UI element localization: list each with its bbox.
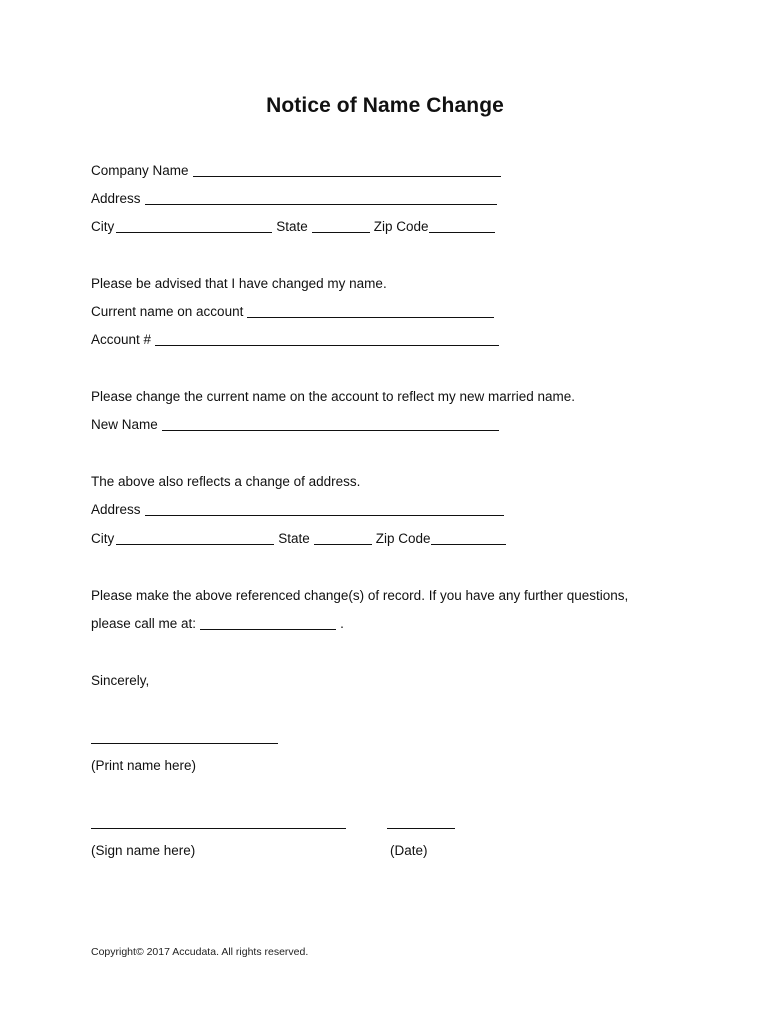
new-state-field[interactable] — [314, 530, 372, 545]
new-city-label: City — [91, 531, 115, 546]
company-state-field[interactable] — [312, 218, 370, 233]
company-city-field[interactable] — [116, 218, 272, 233]
account-number-label: Account # — [91, 332, 152, 347]
account-number-row — [91, 329, 499, 349]
date-line[interactable] — [387, 828, 455, 829]
company-address-field[interactable] — [145, 190, 497, 205]
new-zip-field[interactable] — [431, 530, 506, 545]
current-name-row — [91, 301, 494, 321]
print-name-line[interactable] — [91, 743, 278, 744]
new-state-label: State — [278, 531, 310, 546]
current-name-field[interactable] — [247, 303, 494, 318]
new-city-state-zip-row — [91, 528, 506, 548]
name-change-intro-text: Please be advised that I have changed my name. — [91, 276, 387, 291]
phone-suffix: . — [340, 616, 344, 631]
new-name-intro — [91, 386, 575, 406]
signature-line[interactable] — [91, 828, 346, 829]
new-name-row — [91, 414, 499, 434]
company-name-row — [91, 160, 501, 180]
new-address-row — [91, 499, 504, 519]
new-address-field[interactable] — [145, 501, 504, 516]
phone-row — [91, 613, 344, 633]
phone-field[interactable] — [200, 615, 336, 630]
new-name-field[interactable] — [162, 416, 499, 431]
address-change-intro-text: The above also reflects a change of address. — [91, 474, 361, 489]
phone-label: please call me at: — [91, 616, 197, 631]
current-name-label: Current name on account — [91, 304, 244, 319]
company-address-label: Address — [91, 191, 141, 206]
new-name-label: New Name — [91, 417, 158, 432]
company-state-label: State — [276, 219, 308, 234]
company-name-label: Company Name — [91, 163, 189, 178]
document-title: Notice of Name Change — [266, 94, 504, 117]
sincerely-row — [91, 670, 149, 690]
copyright-footer: Copyright© 2017 Accudata. All rights reserved. — [91, 946, 309, 958]
new-name-intro-text: Please change the current name on the account to reflect my new married name. — [91, 389, 576, 404]
account-number-field[interactable] — [155, 331, 499, 346]
sincerely-text: Sincerely, — [91, 673, 150, 688]
company-address-row — [91, 188, 497, 208]
closing-request — [91, 585, 628, 605]
name-change-intro — [91, 273, 387, 293]
address-change-intro — [91, 471, 360, 491]
date-caption: (Date) — [390, 843, 428, 858]
company-zip-field[interactable] — [429, 218, 495, 233]
closing-request-text: Please make the above referenced change(s) of record. If you have any further questions, — [91, 588, 629, 603]
company-name-field[interactable] — [193, 162, 501, 177]
new-city-field[interactable] — [116, 530, 274, 545]
new-address-label: Address — [91, 502, 141, 517]
signature-caption: (Sign name here) — [91, 843, 196, 858]
company-city-state-zip-row — [91, 216, 495, 236]
new-zip-label: Zip Code — [375, 531, 431, 546]
print-name-caption: (Print name here) — [91, 758, 197, 773]
company-city-label: City — [91, 219, 115, 234]
company-zip-label: Zip Code — [373, 219, 429, 234]
